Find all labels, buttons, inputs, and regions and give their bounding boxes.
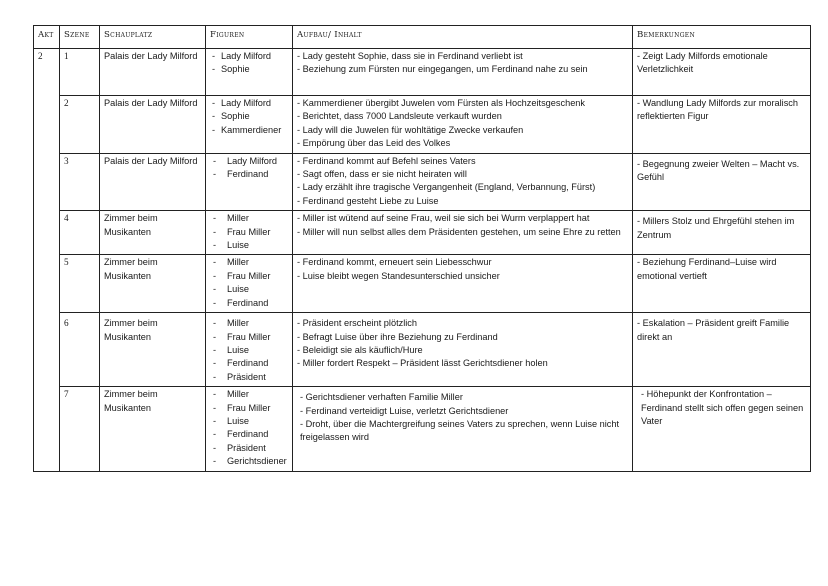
figuren-cell [206,255,293,313]
figur-item: - Ferdinand [210,168,288,181]
bemerkung-cell: - Eskalation – Präsident greift Familie direkt an [633,313,811,387]
header-akt: Akt [34,26,60,49]
inhalt-item: - Befragt Luise über ihre Beziehung zu Ferdinand [297,331,498,342]
header-row [34,26,811,49]
table-row [34,96,811,154]
inhalt-item: - Miller will nun selbst alles dem Präsidenten gestehen, um seine Ehre zu retten [297,226,621,237]
inhalt-cell [293,49,633,96]
szene-cell: 2 [60,96,100,154]
figuren-cell [206,211,293,255]
header-inhalt: Aufbau/ Inhalt [293,26,633,49]
figuren-cell [206,313,293,387]
schauplatz-cell: Palais der Lady Milford [100,96,206,154]
inhalt-item: - Droht, über die Machtergreifung seines Vaters zu sprechen, wenn Luise nicht freigelassen wird [300,418,620,443]
figur-item: - Luise [210,283,288,296]
figur-item: - Luise [210,239,288,252]
figur-item: - Luise [210,344,288,357]
inhalt-item: - Lady erzählt ihre tragische Vergangenheit (England, Verbannung, Fürst) [297,182,596,193]
figur-item: - Frau Miller [210,331,288,344]
szene-cell: 6 [60,313,100,387]
inhalt-cell [293,153,633,211]
figur-item: - Ferdinand [210,428,288,441]
schauplatz-cell: Zimmer beim Musikanten [100,255,206,313]
table-row [34,211,811,255]
szene-cell: 4 [60,211,100,255]
schauplatz-cell: Palais der Lady Milford [100,153,206,211]
inhalt-item: - Ferdinand kommt, erneuert sein Liebesschwur [297,257,492,268]
figur-item: - Lady Milford [210,50,288,63]
figur-item: - Frau Miller [210,270,288,283]
table-row [34,255,811,313]
inhalt-cell [293,255,633,313]
figur-item: - Miller [210,212,288,225]
figur-item: - Präsident [210,371,288,384]
inhalt-item: - Sagt offen, dass er sie nicht heiraten will [297,169,467,180]
figur-item: - Lady Milford [210,155,288,168]
figur-item: - Sophie [210,110,288,123]
inhalt-cell [293,313,633,387]
table-row [34,313,811,387]
header-szene: Szene [60,26,100,49]
figuren-cell [206,49,293,96]
figur-item: - Sophie [210,63,288,76]
inhalt-item: - Beziehung zum Fürsten nur eingegangen, um Ferdinand nahe zu sein [297,64,588,75]
schauplatz-cell: Palais der Lady Milford [100,49,206,96]
figur-item: - Miller [210,388,288,401]
bemerkung-cell: - Begegnung zweier Welten – Macht vs. Gefühl [633,153,811,211]
figur-item: - Miller [210,317,288,330]
bemerkung-cell: - Millers Stolz und Ehrgefühl stehen im Zentrum [633,211,811,255]
inhalt-item: - Empörung über das Leid des Volkes [297,138,451,149]
inhalt-item: - Lady gesteht Sophie, dass sie in Ferdinand verliebt ist [297,51,523,61]
bemerkung-cell: - Höhepunkt der Konfrontation – Ferdinand stellt sich offen gegen seinen Vater [633,387,811,471]
inhalt-cell [293,211,633,255]
szene-cell: 7 [60,387,100,471]
inhalt-item: - Lady will die Juwelen für wohltätige Zwecke verkaufen [297,124,524,135]
figur-item: - Miller [210,256,288,269]
inhalt-item: - Präsident erscheint plötzlich [297,318,418,329]
figuren-cell [206,387,293,471]
inhalt-item: - Miller fordert Respekt – Präsident lässt Gerichtsdiener holen [297,358,548,369]
figur-item: - Frau Miller [210,226,288,239]
inhalt-item: - Ferdinand verteidigt Luise, verletzt Gerichtsdiener [300,405,509,416]
table-row [34,153,811,211]
inhalt-cell [293,96,633,154]
inhalt-item: - Ferdinand kommt auf Befehl seines Vaters [297,155,476,166]
inhalt-item: - Beleidigt sie als käuflich/Hure [297,344,423,355]
inhalt-cell [293,387,633,471]
bemerkung-cell: - Wandlung Lady Milfords zur moralisch reflektierten Figur [633,96,811,154]
table-row [34,387,811,471]
figur-item: - Präsident [210,442,288,455]
figur-item: - Kammerdiener [210,124,288,137]
figur-item: - Luise [210,415,288,428]
inhalt-item: - Berichtet, dass 7000 Landsleute verkauft wurden [297,111,502,122]
table-row [34,49,811,96]
inhalt-item: - Miller ist wütend auf seine Frau, weil sie sich bei Wurm verplappert hat [297,213,590,224]
scene-table [33,25,811,472]
inhalt-item: - Gerichtsdiener verhaften Familie Miller [300,392,463,403]
inhalt-item: - Luise bleibt wegen Standesunterschied unsicher [297,270,500,281]
szene-cell: 5 [60,255,100,313]
figur-item: - Lady Milford [210,97,288,110]
figur-item: - Gerichtsdiener [210,455,288,468]
szene-cell: 1 [60,49,100,96]
akt-cell: 2 [34,49,60,472]
bemerkung-cell: - Zeigt Lady Milfords emotionale Verletzlichkeit [633,49,811,96]
bemerkung-cell: - Beziehung Ferdinand–Luise wird emotional vertieft [633,255,811,313]
schauplatz-cell: Zimmer beim Musikanten [100,387,206,471]
szene-cell: 3 [60,153,100,211]
figur-item: - Frau Miller [210,402,288,415]
inhalt-item: - Ferdinand gesteht Liebe zu Luise [297,195,439,206]
header-schauplatz: Schauplatz [100,26,206,49]
figuren-cell [206,153,293,211]
schauplatz-cell: Zimmer beim Musikanten [100,313,206,387]
inhalt-item: - Kammerdiener übergibt Juwelen vom Fürsten als Hochzeitsgeschenk [297,98,586,108]
figur-item: - Ferdinand [210,297,288,310]
figuren-cell [206,96,293,154]
header-bemerkungen: Bemerkungen [633,26,811,49]
schauplatz-cell: Zimmer beim Musikanten [100,211,206,255]
header-figuren: Figuren [206,26,293,49]
figur-item: - Ferdinand [210,357,288,370]
